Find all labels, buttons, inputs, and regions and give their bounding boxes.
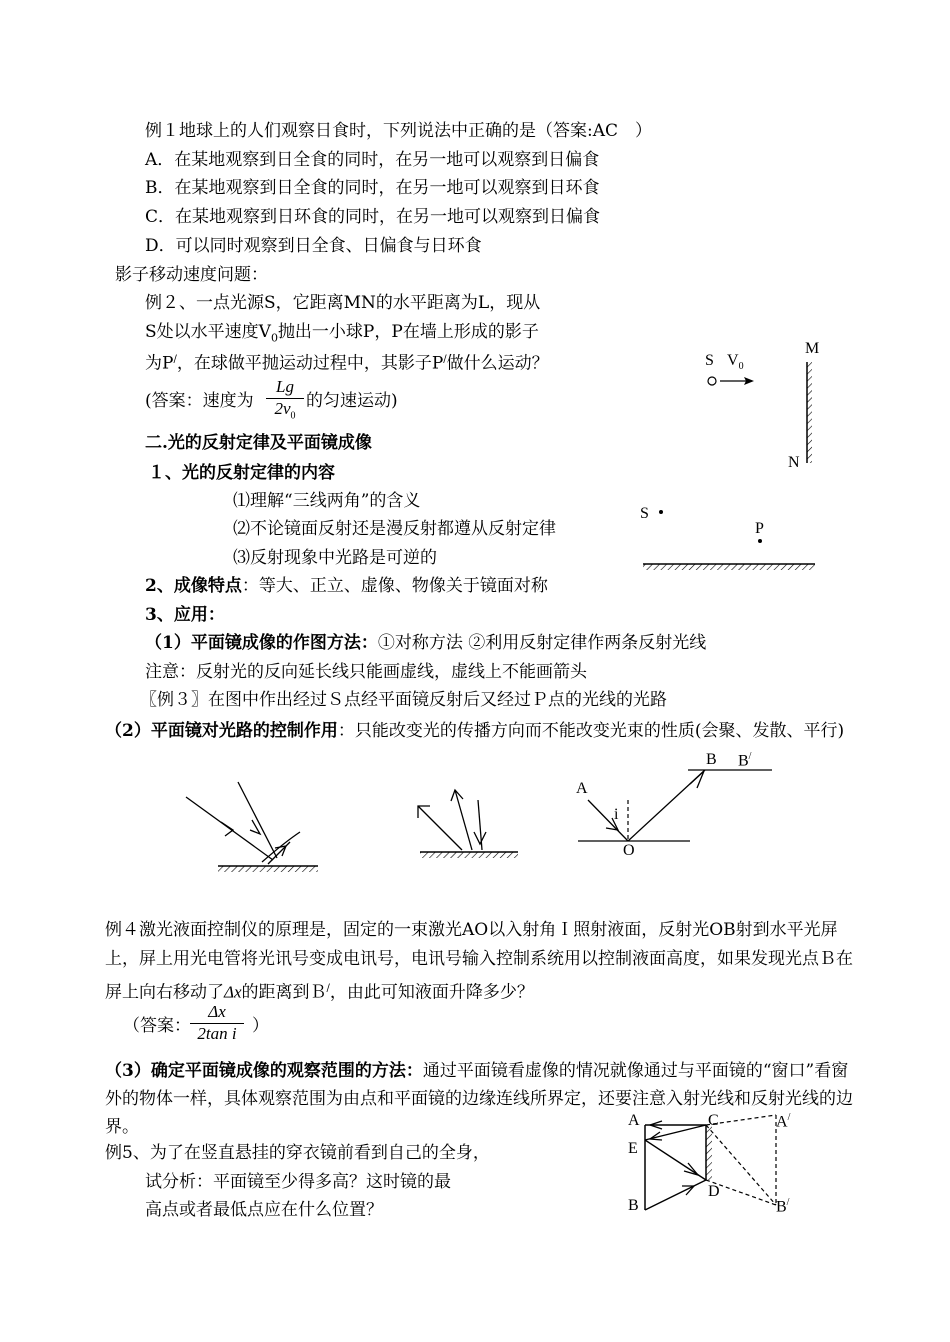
example-4: 例４激光液面控制仪的原理是，固定的一束激光AO以入射角Ｉ照射液面，反射光OB射到水平光屏上，屏上用光电管将光讯号变成电讯号，电讯号输入控制系统用以控制液面高度，如果发现光点Ｂ在屏上向右移动了Δx的距离到Ｂ/，由此可知液面升降多少？ bbox=[105, 920, 853, 1003]
note: 注意：反射光的反向延长线只能画虚线，虚线上不能画箭头 bbox=[145, 662, 587, 682]
ex2-fraction: $\frac{Lg}{2v_0}$ bbox=[266, 377, 304, 421]
ex2-answer-suffix: 的匀速运动) bbox=[306, 391, 398, 411]
label-s: S bbox=[640, 505, 649, 522]
label-d: D bbox=[708, 1183, 720, 1200]
label-v0: $V_0$ bbox=[727, 352, 744, 373]
label-b: B bbox=[628, 1197, 639, 1214]
label-a-prime: A/ bbox=[776, 1112, 791, 1131]
imaging-features: 2、成像特点：等大、正立、虚像、物像关于镜面对称 bbox=[145, 576, 548, 596]
application-heading: 3、应用： bbox=[145, 605, 225, 625]
label-i: i bbox=[614, 806, 619, 823]
ex2-line3: 为P/，在球做平抛运动过程中，其影子P/做什么运动？ bbox=[145, 353, 549, 374]
law-item-3: ⑶反射现象中光路是可逆的 bbox=[233, 548, 437, 568]
label-n: N bbox=[788, 454, 800, 471]
ex2-line2: S处以水平速度$V_0$抛出一小球P，P在墙上形成的影子 bbox=[145, 322, 539, 345]
ex5-line1: 例5、为了在竖直悬挂的穿衣镜前看到自己的全身， bbox=[105, 1143, 490, 1163]
ex2-answer-prefix: (答案：速度为 bbox=[145, 391, 254, 411]
ex1-option-a: A．在某地观察到日全食的同时，在另一地可以观察到日偏食 bbox=[145, 150, 600, 170]
ex1-question: 例１地球上的人们观察日食时，下列说法中正确的是（答案:AC ） bbox=[145, 121, 653, 141]
ex1-option-b: B．在某地观察到日全食的同时，在另一地可以观察到日环食 bbox=[145, 178, 600, 198]
section2-sub1: １、光的反射定律的内容 bbox=[148, 463, 335, 483]
application-1: （1）平面镜成像的作图方法：①对称方法 ②利用反射定律作两条反射光线 bbox=[145, 633, 707, 653]
section2-title: 二.光的反射定律及平面镜成像 bbox=[145, 433, 372, 453]
label-c: C bbox=[708, 1112, 719, 1129]
ex1-option-c: C．在某地观察到日环食的同时，在另一地可以观察到日偏食 bbox=[145, 207, 601, 227]
law-item-2: ⑵不论镜面反射还是漫反射都遵从反射定律 bbox=[233, 519, 556, 539]
ex5-line2: 试分析：平面镜至少得多高？这时镜的最 bbox=[145, 1172, 451, 1192]
label-o: O bbox=[623, 842, 635, 859]
label-e: E bbox=[628, 1140, 638, 1157]
ex2-line1: 例２、一点光源S，它距离MN的水平距离为L，现从 bbox=[145, 293, 541, 313]
application-2: （2）平面镜对光路的控制作用：只能改变光的传播方向而不能改变光束的性质(会聚、发散、平行) bbox=[105, 721, 845, 741]
label-b-prime: B/ bbox=[738, 751, 752, 770]
law-item-1: ⑴理解“三线两角”的含义 bbox=[233, 491, 421, 511]
label-a: A bbox=[628, 1112, 640, 1129]
ex4-answer-suffix: ） bbox=[252, 1016, 269, 1036]
example-3: 〖例３〗在图中作出经过Ｓ点经平面镜反射后又经过Ｐ点的光线的光路 bbox=[140, 690, 667, 710]
shadow-heading: 影子移动速度问题： bbox=[115, 265, 268, 285]
label-m: M bbox=[805, 340, 820, 357]
application-3: （3）确定平面镜成像的观察范围的方法：通过平面镜看虚像的情况就像通过与平面镜的“窗口”看窗外的物体一样，具体观察范围为由点和平面镜的边缘连线所界定，还要注意入射光线和反射光线的边界。 bbox=[105, 1061, 853, 1137]
ex1-option-d: D．可以同时观察到日全食、日偏食与日环食 bbox=[145, 236, 482, 256]
label-a: A bbox=[576, 780, 588, 797]
label-s: S bbox=[705, 352, 714, 369]
mirror-hatch bbox=[706, 1125, 712, 1180]
label-b: B bbox=[706, 751, 717, 768]
label-b-prime: B/ bbox=[776, 1197, 790, 1216]
label-p: P bbox=[755, 520, 764, 537]
ex4-answer-prefix: （答案： bbox=[123, 1016, 191, 1036]
ex4-fraction: $\frac{\Delta x}{\text{2tan i}}$ bbox=[190, 1002, 244, 1044]
ex5-line3: 高点或者最低点应在什么位置？ bbox=[145, 1200, 383, 1220]
